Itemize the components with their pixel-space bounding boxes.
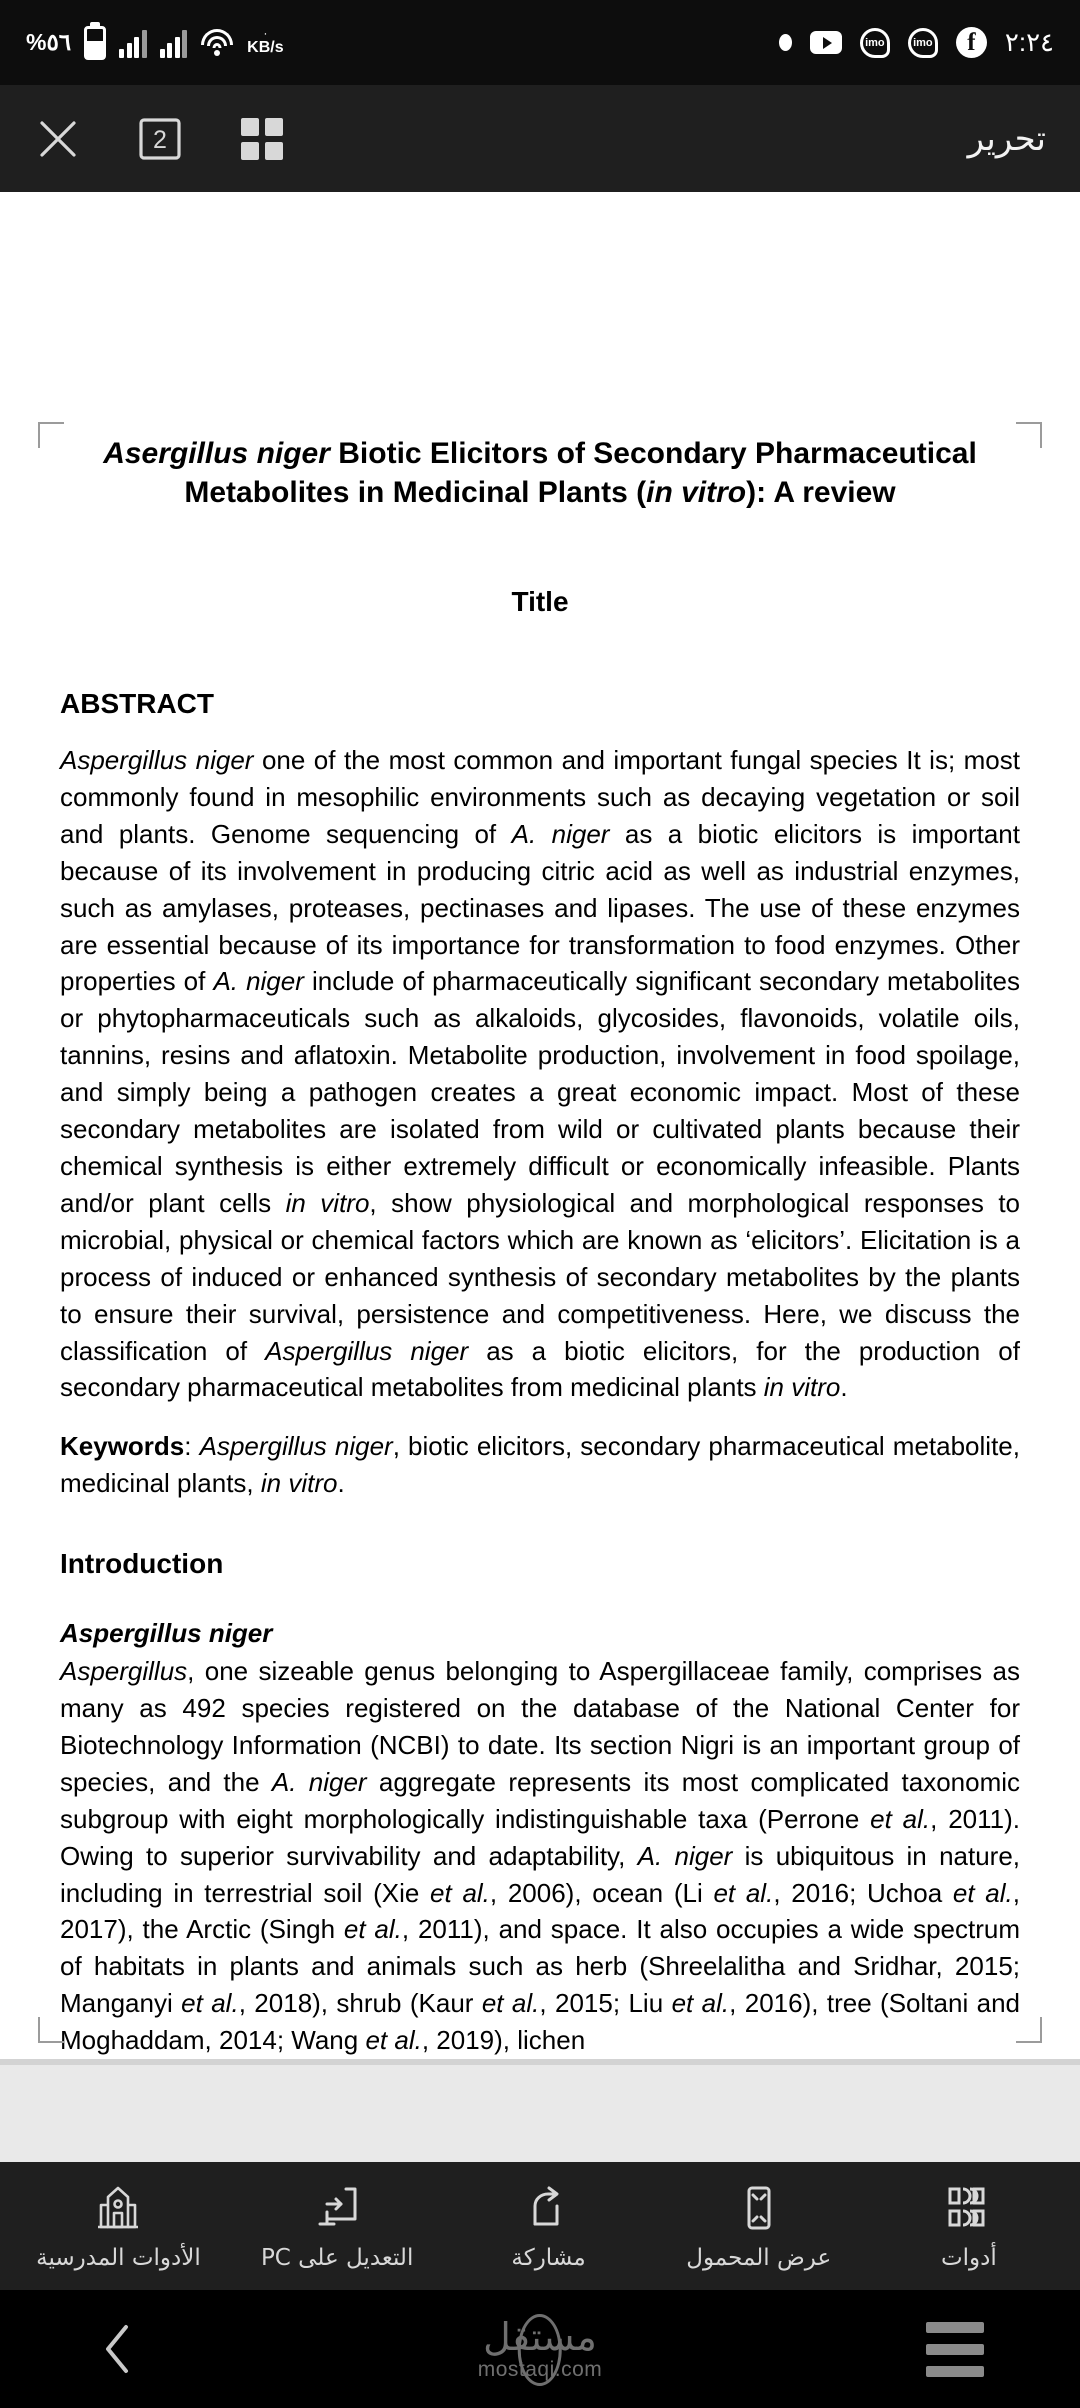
intro-species-2: A. niger bbox=[637, 1840, 733, 1871]
bottom-toolbar bbox=[0, 2162, 1080, 2290]
tab-count-label: 2 bbox=[153, 125, 167, 154]
species-subheading: Aspergillus niger bbox=[60, 1618, 273, 1649]
intro-text-3: , 2011). Owing to superior survivability and adaptability, bbox=[60, 1803, 1020, 1871]
toolbar-label-tools: أدوات bbox=[941, 2244, 997, 2271]
keywords-species: Aspergillus niger bbox=[199, 1431, 393, 1462]
intro-text-4: is ubiquitous in nature, including in terrestrial soil (Xie bbox=[60, 1840, 1021, 1908]
tools-grid-icon bbox=[946, 2182, 992, 2234]
status-bar-right-group bbox=[779, 27, 1054, 58]
grid-view-icon[interactable] bbox=[234, 111, 290, 167]
edit-on-pc-icon bbox=[313, 2182, 361, 2234]
intro-text-10: , 2015; Liu bbox=[539, 1988, 672, 2019]
abstract-lead-species: Aspergillus niger bbox=[60, 745, 254, 775]
paper-title-line2-a: Metabolites in Medicinal Plants ( bbox=[184, 476, 647, 509]
introduction-heading: Introduction bbox=[60, 1548, 224, 1580]
toolbar-item-share[interactable] bbox=[474, 2182, 624, 2271]
battery-percent-label: ٥٦% bbox=[26, 29, 72, 55]
intro-etal-3: et al. bbox=[713, 1877, 774, 1908]
paper-title-species: Asergillus niger bbox=[103, 437, 330, 470]
app-top-bar bbox=[0, 85, 1080, 192]
intro-text-8: , 2011), and space. It also occupies a wide spectrum of habitats in plants and animals such as herb (Shreelalitha and Sridhar, 2015; Manganyi bbox=[60, 1914, 1021, 2019]
paper-title-rest: Biotic Elicitors of Secondary Pharmaceutical bbox=[329, 437, 977, 470]
watermark-arabic: مستقل bbox=[483, 2315, 597, 2359]
introduction-paragraph bbox=[60, 1653, 1020, 2059]
watermark-latin: mostaqi.com bbox=[477, 2358, 603, 2381]
signal-bars-icon-sim1 bbox=[119, 28, 147, 58]
abstract-text-1: one of the most common and important fungal species It is; most commonly found in mesophilic environments such as decaying vegetation or soil and plants. Genome sequencing of bbox=[60, 745, 1020, 849]
abstract-text-3: include of pharmaceutically significant secondary metabolites or phytopharmaceuticals such as alkaloids, glycosides, flavonoids, volatile oils, tannins, resins and aflatoxin. Metabolite production, involvement in food spoilage, and simply being a pathogen creates a great economic impact. Most of these secondary metabolites are isolated from wild or cultivated plants because their chemical synthesis is either extremely difficult or economically infeasible. Plants and/or plant cells bbox=[60, 966, 1020, 1218]
toolbar-item-tools[interactable] bbox=[894, 2182, 1044, 2271]
document-content bbox=[60, 250, 1020, 2059]
close-icon[interactable] bbox=[30, 111, 86, 167]
abstract-species-4: Aspergillus niger bbox=[265, 1335, 469, 1366]
intro-text-11: , 2016), tree (Soltani and Moghaddam, 2014; Wang bbox=[60, 1988, 1020, 2056]
page-separator bbox=[0, 2059, 1080, 2065]
back-icon[interactable] bbox=[96, 2319, 140, 2379]
intro-text-12: , 2019), lichen bbox=[421, 2025, 586, 2056]
keywords-paragraph bbox=[60, 1428, 1020, 1502]
status-bar-left-group bbox=[26, 26, 284, 60]
toolbar-item-school-tools[interactable] bbox=[36, 2182, 201, 2271]
wifi-icon bbox=[200, 29, 234, 57]
network-speed-value: ٠ bbox=[262, 28, 269, 40]
system-nav-bar bbox=[0, 2290, 1080, 2408]
crop-mark-top-left bbox=[38, 422, 64, 448]
network-speed-indicator bbox=[247, 29, 283, 56]
intro-genus: Aspergillus bbox=[60, 1656, 188, 1687]
abstract-species-2: A. niger bbox=[511, 818, 610, 849]
menu-icon[interactable] bbox=[926, 2322, 984, 2377]
mobile-view-icon bbox=[736, 2182, 782, 2234]
intro-etal-4: et al. bbox=[952, 1877, 1013, 1908]
network-speed-unit: KB/s bbox=[247, 39, 284, 56]
intro-etal-9: et al. bbox=[365, 2025, 422, 2056]
youtube-icon bbox=[810, 31, 842, 54]
toolbar-label-mobile-view: عرض المحمول bbox=[686, 2244, 832, 2271]
title-placeholder-label: Title bbox=[511, 586, 569, 617]
paper-title bbox=[82, 434, 998, 512]
intro-text-6: , 2016; Uchoa bbox=[773, 1877, 953, 1908]
abstract-text-4: , show physiological and morphological responses to microbial, physical or chemical factors which are known as ‘elicitors’. Elicitation is a process of induced or enhanced synthesis of secondary metabolites by the plants to ensure their survival, persistence and competitiveness. Here, we discuss the classification of bbox=[60, 1187, 1021, 1366]
app-bar-actions bbox=[30, 111, 290, 167]
intro-etal-6: et al. bbox=[181, 1988, 239, 2019]
status-bar-clock: ٢:٢٤ bbox=[1004, 27, 1054, 57]
dot-icon bbox=[779, 34, 792, 51]
document-page bbox=[0, 192, 1080, 2059]
toolbar-label-edit-on-pc: التعديل على PC bbox=[260, 2244, 414, 2271]
signal-bars-icon-sim2 bbox=[160, 28, 188, 58]
keywords-label: Keywords bbox=[60, 1431, 185, 1462]
crop-mark-bottom-left bbox=[38, 2017, 64, 2043]
paper-title-line2-italic: in vitro bbox=[646, 476, 747, 509]
intro-etal-5: et al. bbox=[343, 1914, 402, 1945]
abstract-text-6: . bbox=[840, 1372, 848, 1403]
document-scroll-area[interactable] bbox=[0, 192, 1080, 2162]
keywords-separator: : bbox=[184, 1431, 200, 1462]
intro-etal-1: et al. bbox=[870, 1803, 931, 1834]
abstract-text-2: as a biotic elicitors is important because of its involvement in producing citric acid as well as industrial enzymes, such as amylases, proteases, pectinases and lipases. The use of these enzymes are essential because of its importance for transformation to food enzymes. Other properties of bbox=[60, 818, 1020, 997]
intro-etal-2: et al. bbox=[430, 1877, 490, 1908]
abstract-heading: ABSTRACT bbox=[60, 688, 214, 719]
facebook-icon: f bbox=[956, 27, 987, 58]
app-title: تحرير bbox=[967, 118, 1046, 159]
status-bar bbox=[0, 0, 1080, 85]
toolbar-label-school-tools: الأدوات المدرسية bbox=[36, 2244, 201, 2271]
toolbar-label-share: مشاركة bbox=[511, 2244, 586, 2271]
abstract-species-3: A. niger bbox=[213, 966, 304, 997]
paper-title-line2-b: ): A review bbox=[746, 476, 896, 509]
school-tools-icon bbox=[95, 2182, 141, 2234]
tab-count-button[interactable] bbox=[132, 111, 188, 167]
crop-mark-top-right bbox=[1016, 422, 1042, 448]
abstract-invitro-2: in vitro bbox=[763, 1372, 841, 1403]
share-arrow-icon bbox=[525, 2182, 573, 2234]
battery-icon bbox=[84, 26, 106, 60]
intro-text-1: , one sizeable genus belonging to Aspergillaceae family, comprises as many as 492 species registered on the database of the National Center for Biotechnology Information (NCBI) to date. Its section Nigri is an important group of species, and the bbox=[60, 1656, 1020, 1797]
intro-text-5: , 2006), ocean (Li bbox=[489, 1877, 714, 1908]
crop-mark-bottom-right bbox=[1016, 2017, 1042, 2043]
abstract-paragraph bbox=[60, 742, 1020, 1406]
imo-icon-1: imo bbox=[860, 28, 890, 58]
abstract-text-5: as a biotic elicitors, for the production of secondary pharmaceutical metabolites from medicinal plants bbox=[60, 1335, 1020, 1403]
intro-text-2: aggregate represents its most complicated taxonomic subgroup with eight morphologically indistinguishable taxa (Perrone bbox=[60, 1766, 1021, 1834]
keywords-period: . bbox=[337, 1468, 345, 1499]
keywords-list: , biotic elicitors, secondary pharmaceutical metabolite, medicinal plants, bbox=[60, 1431, 1020, 1499]
intro-text-7: , 2017), the Arctic (Singh bbox=[60, 1877, 1020, 1945]
abstract-invitro-1: in vitro bbox=[285, 1187, 370, 1218]
intro-etal-8: et al. bbox=[671, 1988, 730, 2019]
intro-etal-7: et al. bbox=[481, 1988, 540, 2019]
intro-text-9: , 2018), shrub (Kaur bbox=[238, 1988, 482, 2019]
intro-species-1: A. niger bbox=[271, 1766, 367, 1797]
toolbar-item-edit-on-pc[interactable] bbox=[261, 2182, 413, 2271]
keywords-invitro: in vitro bbox=[260, 1468, 338, 1499]
toolbar-item-mobile-view[interactable] bbox=[684, 2182, 834, 2271]
mostaqil-watermark bbox=[477, 2315, 603, 2381]
watermark-ring bbox=[518, 2314, 562, 2386]
imo-icon-2: imo bbox=[908, 28, 938, 58]
